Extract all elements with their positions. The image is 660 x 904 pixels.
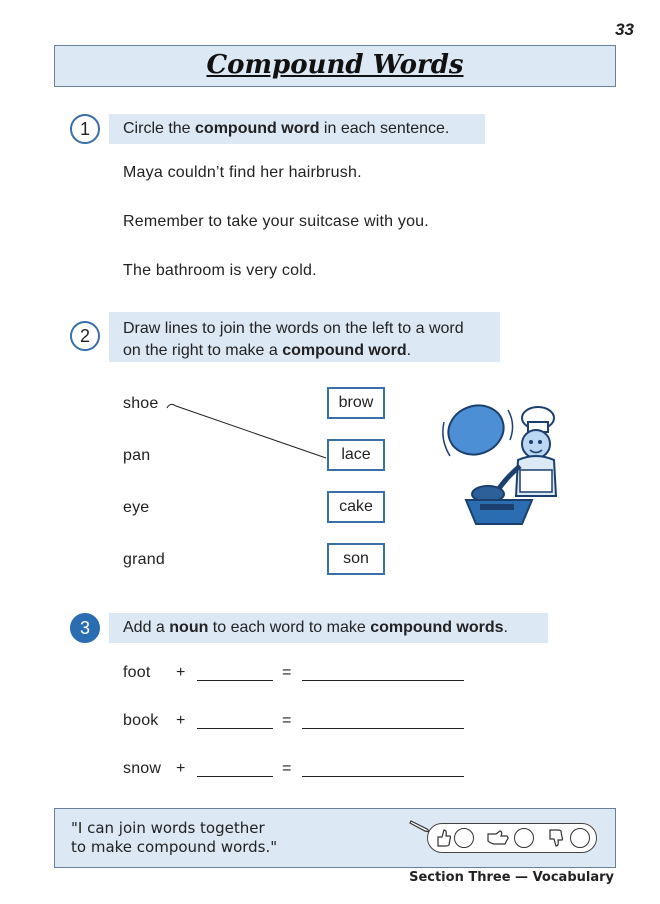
self-assessment-box <box>54 808 616 868</box>
quote-line-1: "I can join words together <box>71 819 265 837</box>
rating-circle-good[interactable] <box>454 828 474 848</box>
q3-noun-blank-3[interactable] <box>197 758 273 777</box>
thumbs-sideways-icon <box>486 830 510 846</box>
left-word-grand[interactable]: grand <box>123 551 165 568</box>
q3-noun-blank-1[interactable] <box>197 662 273 681</box>
q3-answer-blank-2[interactable] <box>302 710 464 729</box>
right-word-lace[interactable]: lace <box>327 439 385 471</box>
thumbs-down-icon <box>546 828 564 848</box>
q3-answer-blank-1[interactable] <box>302 662 464 681</box>
question-2-instruction-line1: Draw lines to join the words on the left to a word <box>123 320 464 337</box>
page-title: Compound Words <box>206 50 464 80</box>
left-word-eye[interactable]: eye <box>123 499 150 516</box>
question-3-number: 3 <box>70 613 100 643</box>
right-word-brow[interactable]: brow <box>327 387 385 419</box>
question-1-instruction: Circle the compound word in each sentence. <box>109 114 485 144</box>
q3-word-book: book <box>123 712 159 729</box>
question-2-instruction-line2: on the right to make a compound word. <box>123 342 412 359</box>
rating-strip <box>427 823 597 853</box>
q3-equals-3: = <box>282 760 292 777</box>
question-1-number: 1 <box>70 114 100 144</box>
question-2-number: 2 <box>70 321 100 351</box>
q3-answer-blank-3[interactable] <box>302 758 464 777</box>
rating-circle-ok[interactable] <box>514 828 534 848</box>
q3-equals-2: = <box>282 712 292 729</box>
self-assessment-quote <box>71 819 277 857</box>
sentence-2[interactable]: Remember to take your suitcase with you. <box>123 213 429 230</box>
sentence-1[interactable]: Maya couldn’t find her hairbrush. <box>123 164 362 181</box>
example-match-line <box>160 396 330 466</box>
left-word-pan[interactable]: pan <box>123 447 151 464</box>
q3-plus-3: + <box>176 760 186 777</box>
right-word-son[interactable]: son <box>327 543 385 575</box>
q3-plus-2: + <box>176 712 186 729</box>
q3-word-foot: foot <box>123 664 151 681</box>
page-number: 33 <box>615 20 634 39</box>
rating-circle-unsure[interactable] <box>570 828 590 848</box>
q3-plus-1: + <box>176 664 186 681</box>
q3-word-snow: snow <box>123 760 162 777</box>
left-word-shoe[interactable]: shoe <box>123 395 159 412</box>
quote-line-2: to make compound words." <box>71 838 278 856</box>
chef-flipping-pancake-icon <box>436 400 566 530</box>
title-banner <box>54 45 616 87</box>
q3-noun-blank-2[interactable] <box>197 710 273 729</box>
thumbs-up-icon <box>434 828 452 848</box>
question-2-instruction <box>109 312 500 362</box>
question-3-instruction: Add a noun to each word to make compound words. <box>109 613 548 643</box>
q3-equals-1: = <box>282 664 292 681</box>
section-label: Section Three — Vocabulary <box>409 870 614 885</box>
right-word-cake[interactable]: cake <box>327 491 385 523</box>
sentence-3[interactable]: The bathroom is very cold. <box>123 262 317 279</box>
